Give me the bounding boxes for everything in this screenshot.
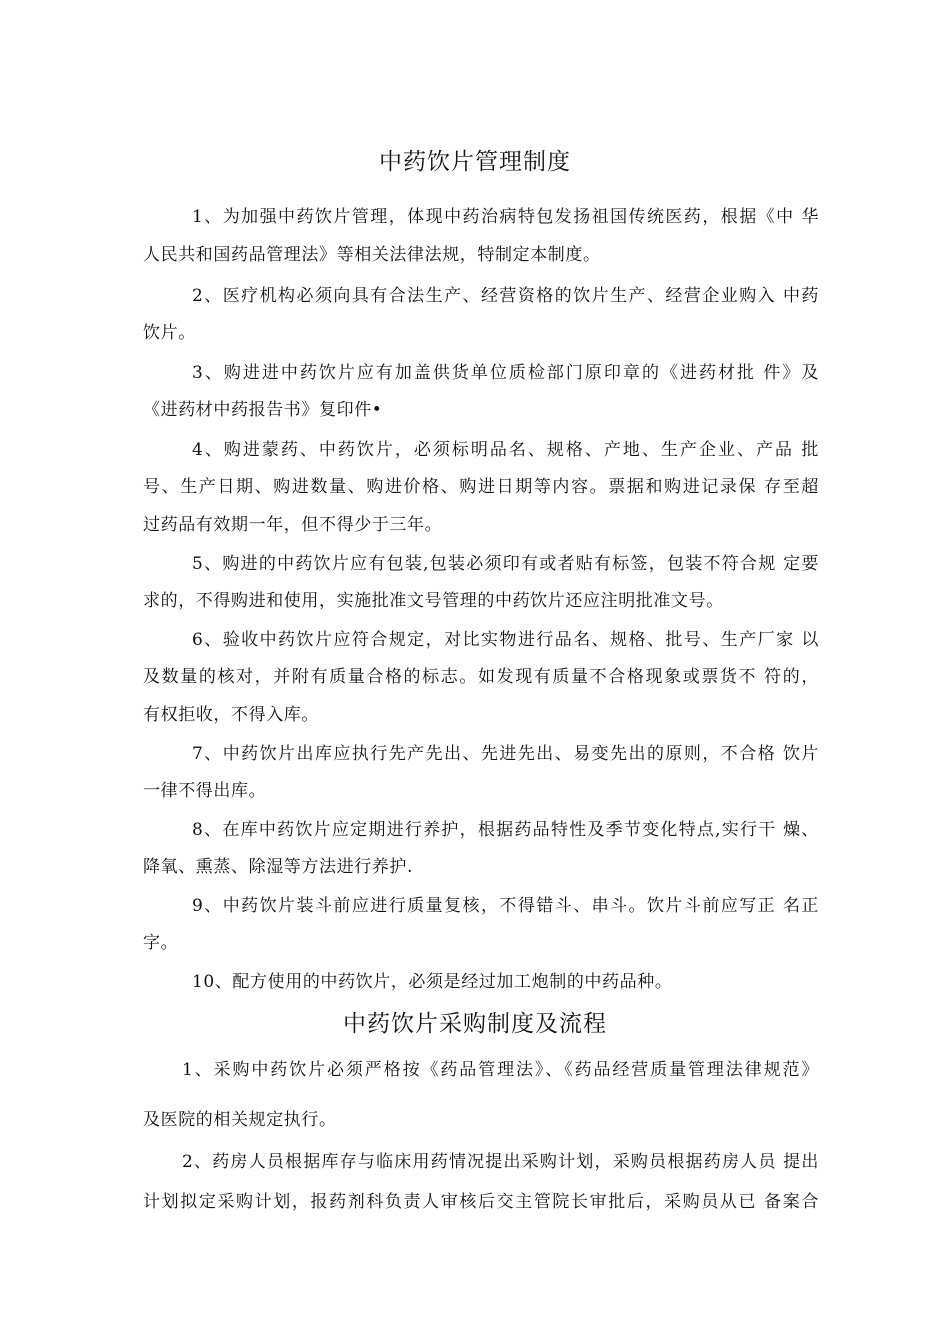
paragraph-line: 及医院的相关规定执行。	[143, 1110, 337, 1130]
paragraph-line: 有权拒收，不得入库。	[143, 705, 319, 725]
paragraph-line: 2、药房人员根据库存与临床用药情况提出采购计划，采购员根据药房人员 提出	[182, 1152, 819, 1172]
paragraph-line: 降氧、熏蒸、除湿等方法进行养护.	[143, 857, 414, 877]
paragraph-line: 字。	[143, 933, 179, 953]
paragraph-line: 3、购进进中药饮片应有加盖供货单位质检部门原印章的《进药材批 件》及	[192, 363, 819, 383]
paragraph-line: 计划拟定采购计划，报药剂科负责人审核后交主管院长审批后，采购员从已 备案合	[143, 1192, 819, 1212]
paragraph-line: 人民共和国药品管理法》等相关法律法规，特制定本制度。	[143, 245, 601, 265]
paragraph-line: 5、购进的中药饮片应有包装,包装必须印有或者贴有标签，包装不符合规 定要	[192, 554, 819, 574]
paragraph-line: 过药品有效期一年，但不得少于三年。	[143, 515, 443, 535]
paragraph-line: 4、购进蒙药、中药饮片，必须标明品名、规格、产地、生产企业、产品 批	[192, 440, 819, 460]
paragraph-line: 9、中药饮片装斗前应进行质量复核，不得错斗、串斗。饮片斗前应写正 名正	[192, 896, 819, 916]
paragraph-line: 一律不得出库。	[143, 781, 267, 801]
paragraph-line: 6、验收中药饮片应符合规定，对比实物进行品名、规格、批号、生产厂家 以	[192, 630, 819, 650]
section-title: 中药饮片采购制度及流程	[343, 1011, 607, 1037]
paragraph-line: 8、在库中药饮片应定期进行养护，根据药品特性及季节变化特点,实行干 燥、	[192, 820, 819, 840]
paragraph-line: 7、中药饮片出库应执行先产先出、先进先出、易变先出的原则，不合格 饮片	[192, 744, 819, 764]
paragraph-line: 《进药材中药报告书》复印件•	[143, 400, 383, 420]
paragraph-line: 1、采购中药饮片必须严格按《药品管理法》、《药品经营质量管理法律规范》	[182, 1060, 819, 1080]
paragraph-line: 求的，不得购进和使用，实施批准文号管理的中药饮片还应注明批准文号。	[143, 591, 724, 611]
paragraph-line: 1、为加强中药饮片管理，体现中药治病特包发扬祖国传统医药，根据《中 华	[192, 207, 819, 227]
paragraph-line: 号、生产日期、购进数量、购进价格、购进日期等内容。票据和购进记录保 存至超	[143, 477, 819, 497]
paragraph-line: 饮片。	[143, 323, 196, 343]
page-title: 中药饮片管理制度	[379, 149, 571, 175]
paragraph-line: 2、医疗机构必须向具有合法生产、经营资格的饮片生产、经营企业购入 中药	[192, 286, 819, 306]
paragraph-line: 及数量的核对，并附有质量合格的标志。如发现有质量不合格现象或票货不 符的，	[143, 667, 819, 687]
paragraph-line: 10、配方使用的中药饮片，必须是经过加工炮制的中药品种。	[192, 972, 673, 992]
